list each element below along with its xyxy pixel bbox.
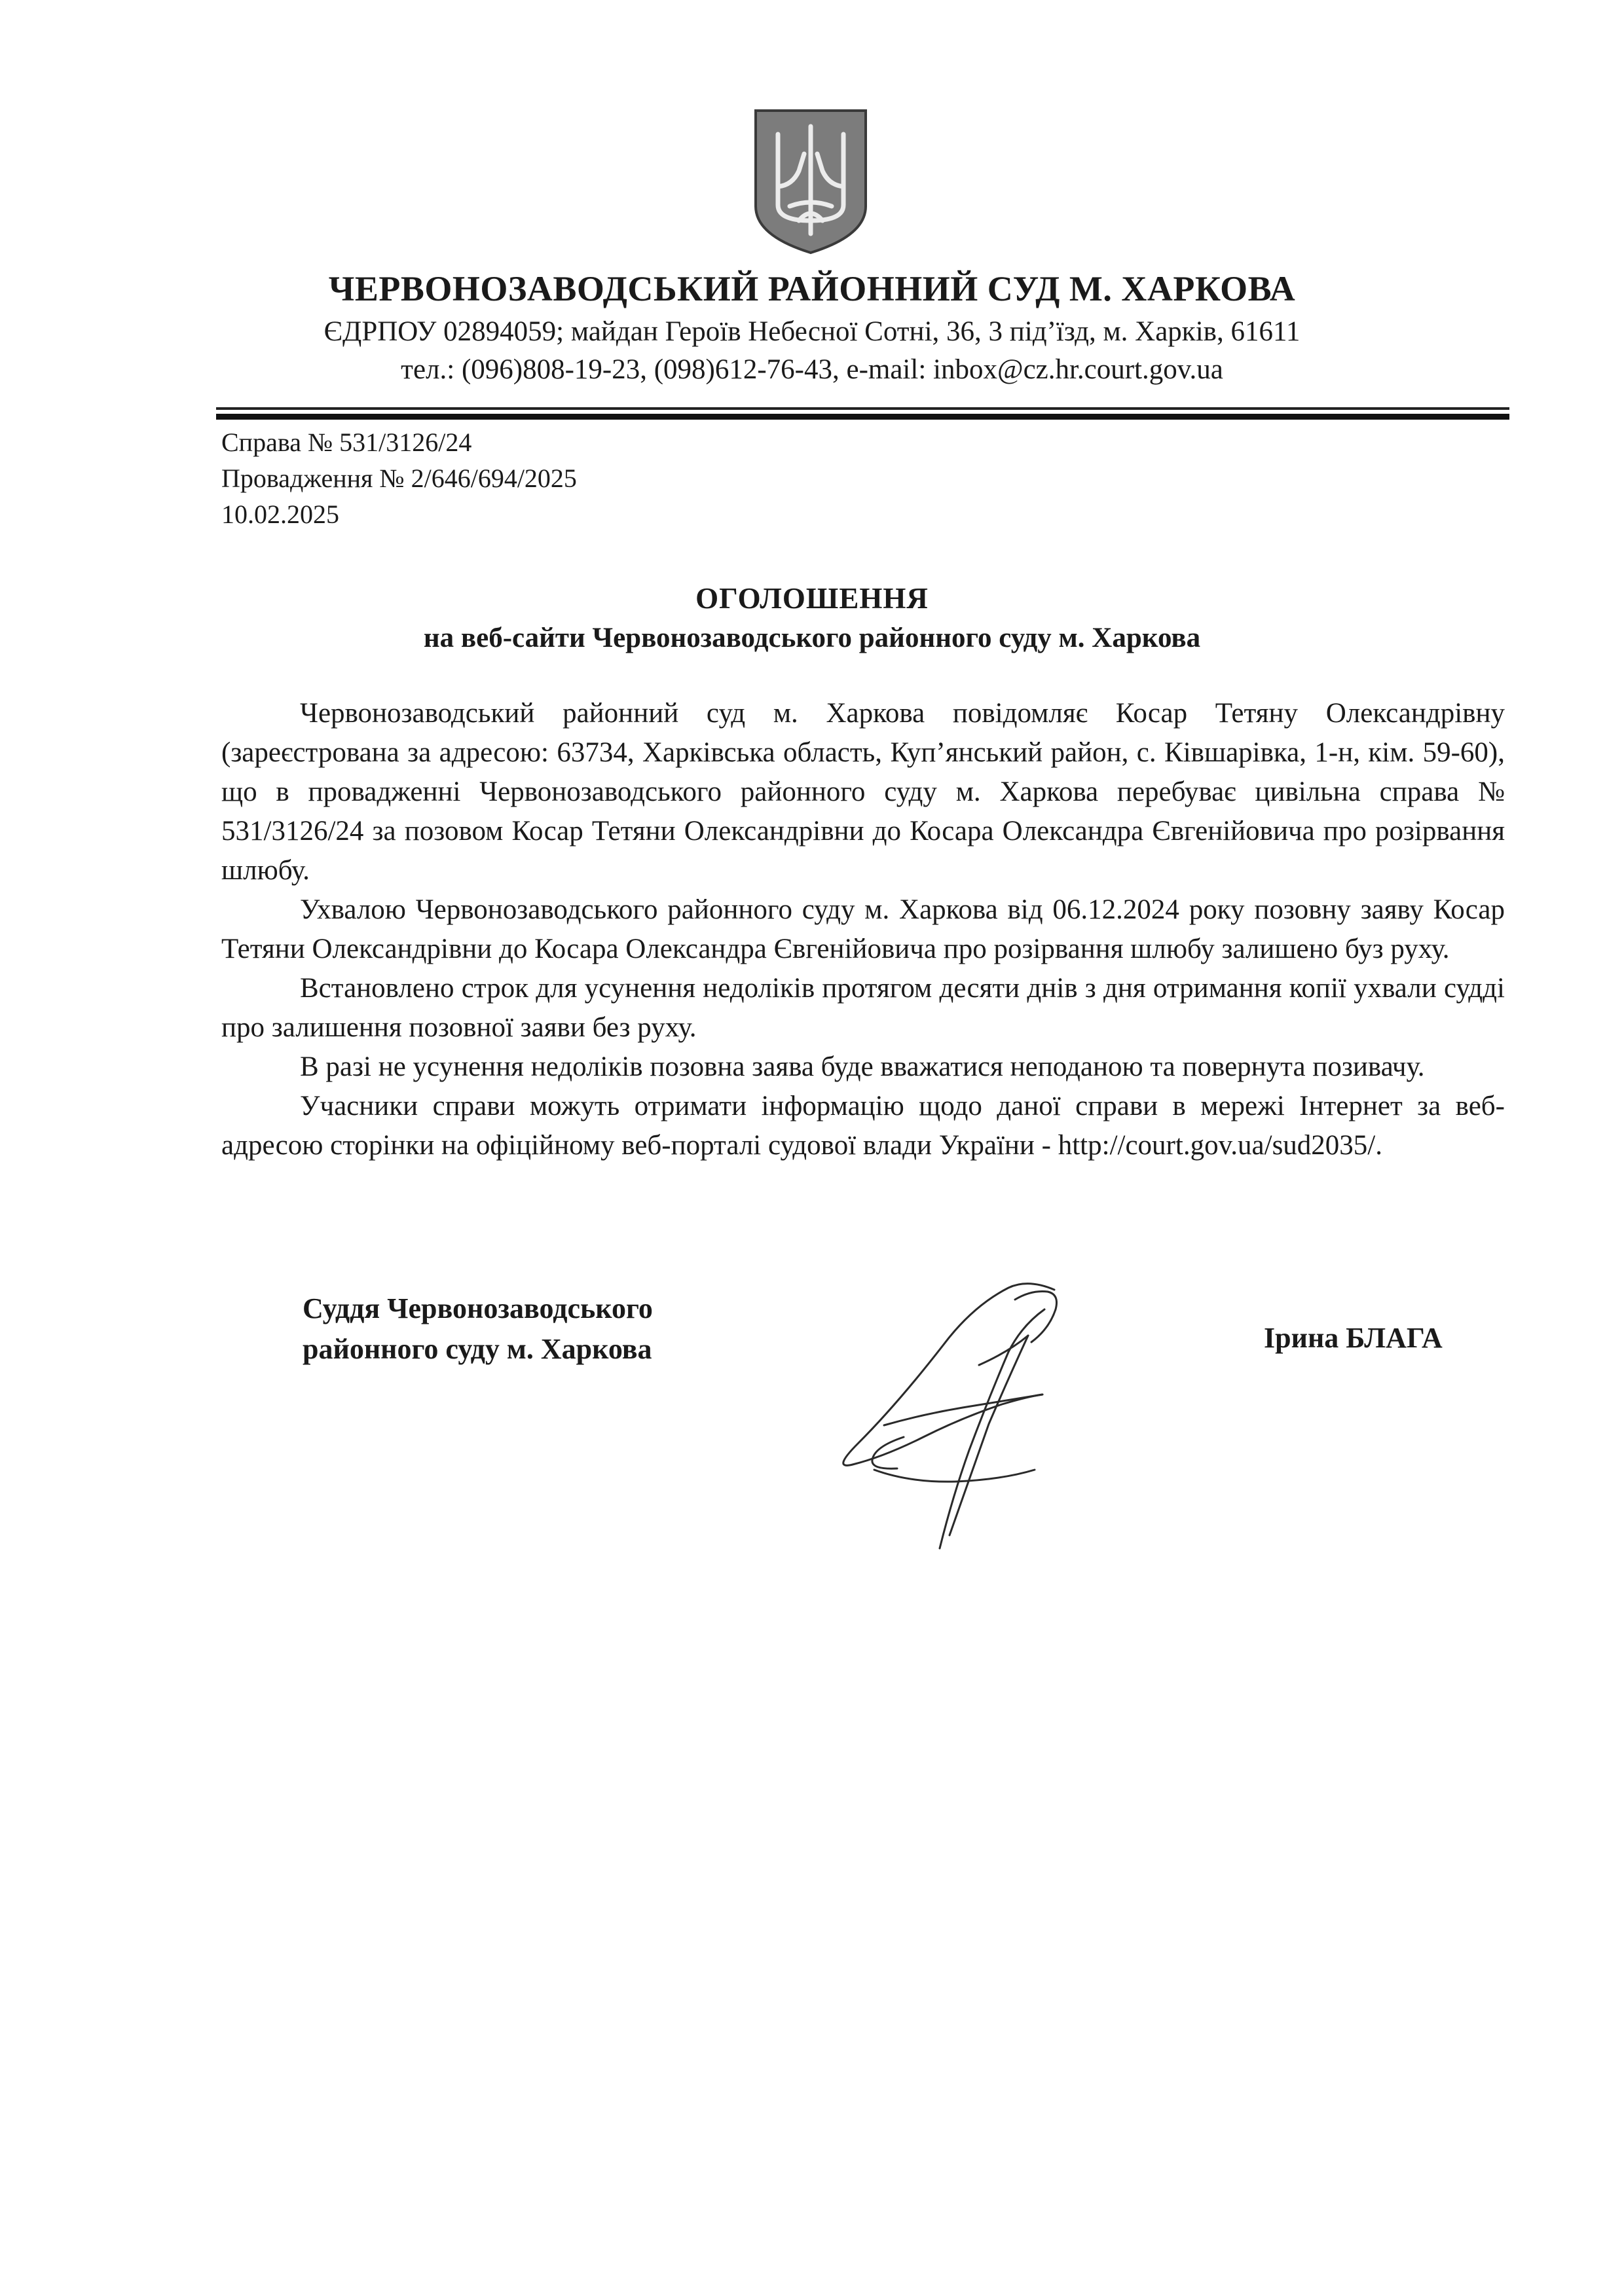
header-divider-thin: [216, 407, 1509, 410]
court-contacts: тел.: (096)808-19-23, (098)612-76-43, e-mail: inbox@cz.hr.court.gov.ua: [401, 354, 1223, 385]
announcement-body: [221, 694, 1505, 1165]
court-address: ЄДРПОУ 02894059; майдан Героїв Небесної Сотні, 36, 3 під’їзд, м. Харків, 61611: [323, 316, 1301, 347]
document-subtitle: на веб-сайти Червонозаводського районного суду м. Харкова: [423, 623, 1201, 653]
judge-name: Ірина БЛАГА: [1264, 1322, 1443, 1354]
paragraph-3: Встановлено строк для усунення недоліків протягом десяти днів з дня отримання копії ухвали судді про залишення позовної заяви без руху.: [221, 973, 1505, 1043]
header-divider-thick: [216, 414, 1509, 420]
document-title: ОГОЛОШЕННЯ: [695, 582, 929, 615]
handwritten-signature: [812, 1273, 1126, 1581]
judge-position-line-2: районного суду м. Харкова: [303, 1333, 652, 1365]
paragraph-1: Червонозаводський районний суд м. Харкова повідомляє Косар Тетяну Олександрівну (зареєстрована за адресою: 63734, Харківська область, Куп’янський район, с. Ківшарівка, 1-н, кім. 59-60), що в провадженні Червонозаводського районного суду м. Харкова перебуває цивільна справа № 531/3126/24 за позовом Косар Тетяни Олександрівни до Косара Олександра Євгенійовича про розірвання шлюбу.: [221, 698, 1505, 886]
judge-position-line-1: Суддя Червонозаводського: [303, 1292, 653, 1324]
coat-of-arms-icon: [752, 108, 870, 255]
court-name: ЧЕРВОНОЗАВОДСЬКИЙ РАЙОННИЙ СУД М. ХАРКОВА: [328, 269, 1296, 308]
judge-position: [303, 1288, 653, 1370]
case-references: [221, 424, 577, 532]
paragraph-4: В разі не усунення недоліків позовна заява буде вважатися неподаною та повернута позивачу.: [300, 1051, 1425, 1082]
proceeding-number: Провадження № 2/646/694/2025: [221, 464, 577, 493]
paragraph-2: Ухвалою Червонозаводського районного суду м. Харкова від 06.12.2024 року позовну заяву Косар Тетяни Олександрівни до Косара Олександра Євгенійовича про розірвання шлюбу залишено буз руху.: [221, 894, 1505, 964]
case-number: Справа № 531/3126/24: [221, 428, 472, 457]
paragraph-5: Учасники справи можуть отримати інформацію щодо даної справи в мережі Інтернет за веб-адресою сторінки на офіційному веб-порталі судової влади України - http://court.gov.ua/sud2035/.: [221, 1091, 1505, 1161]
document-date: 10.02.2025: [221, 500, 339, 529]
